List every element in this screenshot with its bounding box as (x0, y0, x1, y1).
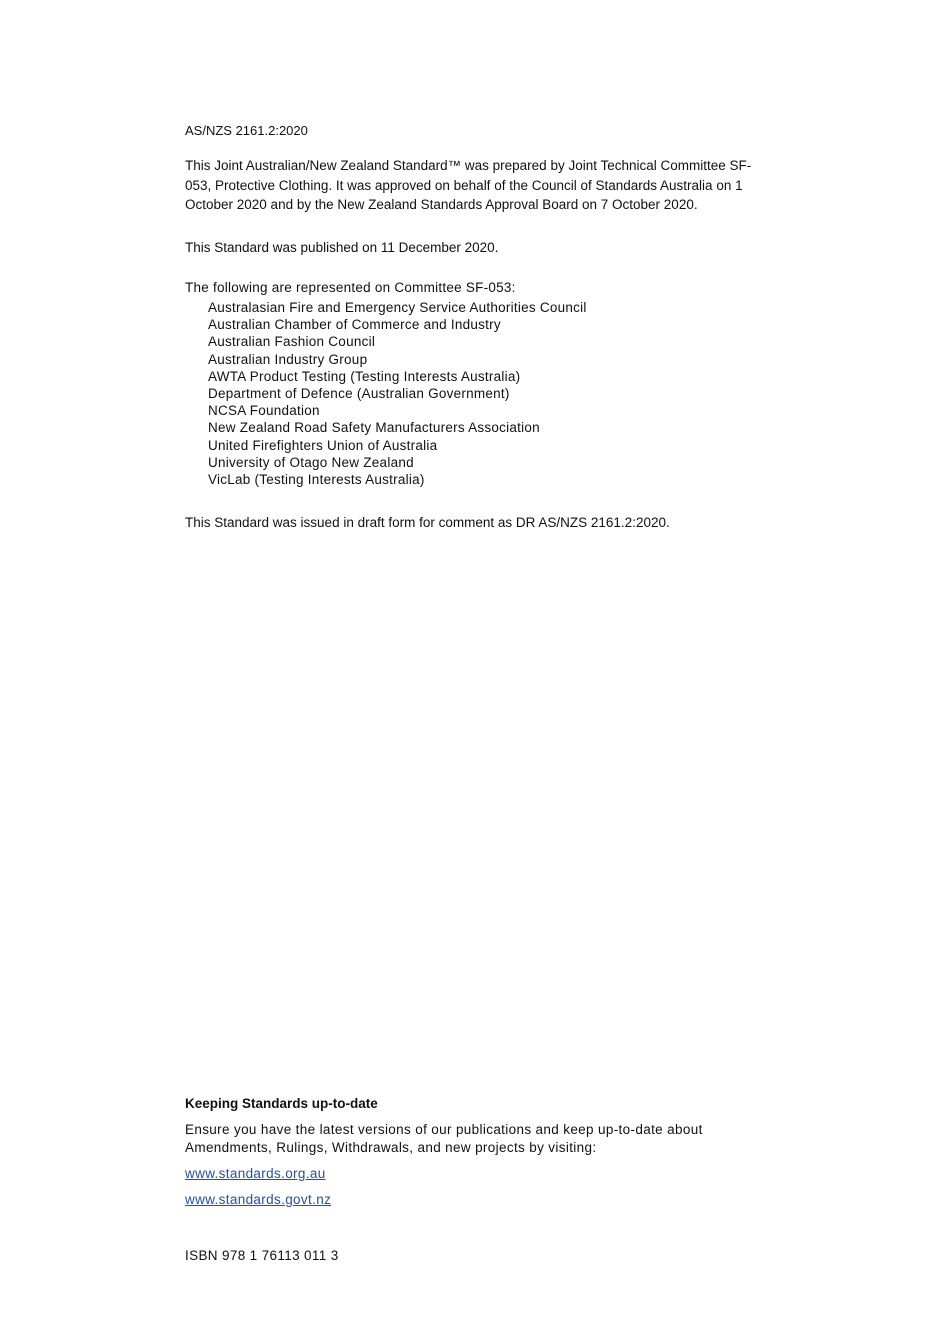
committee-member: United Firefighters Union of Australia (208, 437, 438, 453)
committee-member: NCSA Foundation (208, 403, 320, 419)
committee-member: University of Otago New Zealand (208, 454, 414, 470)
committee-member: New Zealand Road Safety Manufacturers Association (208, 420, 540, 436)
committee-heading: The following are represented on Committee SF-053: (185, 280, 516, 295)
intro-paragraph: This Joint Australian/New Zealand Standard™ was prepared by Joint Technical Committee SF-053, Protective Clothing. It was approved on behalf of the Council of Standards Australia on 1 October 2020 and by the New Zealand Standards Approval Board on 7 October 2020. (185, 158, 752, 212)
draft-note: This Standard was issued in draft form for comment as DR AS/NZS 2161.2:2020. (185, 515, 670, 530)
committee-members-list (208, 299, 587, 488)
committee-member: Australian Chamber of Commerce and Industry (208, 317, 501, 333)
committee-member: Department of Defence (Australian Government) (208, 386, 510, 402)
committee-member: Australasian Fire and Emergency Service Authorities Council (208, 300, 587, 315)
committee-member: VicLab (Testing Interests Australia) (208, 472, 425, 488)
committee-member: Australian Fashion Council (208, 334, 376, 350)
uptodate-heading: Keeping Standards up-to-date (185, 1096, 378, 1111)
isbn: ISBN 978 1 76113 011 3 (185, 1248, 339, 1263)
committee-member: AWTA Product Testing (Testing Interests Australia) (208, 368, 521, 384)
document-id: AS/NZS 2161.2:2020 (185, 123, 308, 138)
committee-member: Australian Industry Group (208, 351, 368, 367)
published-date-note: This Standard was published on 11 December 2020. (185, 240, 499, 255)
uptodate-text: Ensure you have the latest versions of our publications and keep up-to-date about Amendments, Rulings, Withdrawals, and new projects by visiting: (185, 1122, 703, 1155)
standards-au-link[interactable]: www.standards.org.au (185, 1166, 326, 1181)
standards-nz-link[interactable]: www.standards.govt.nz (185, 1192, 332, 1207)
